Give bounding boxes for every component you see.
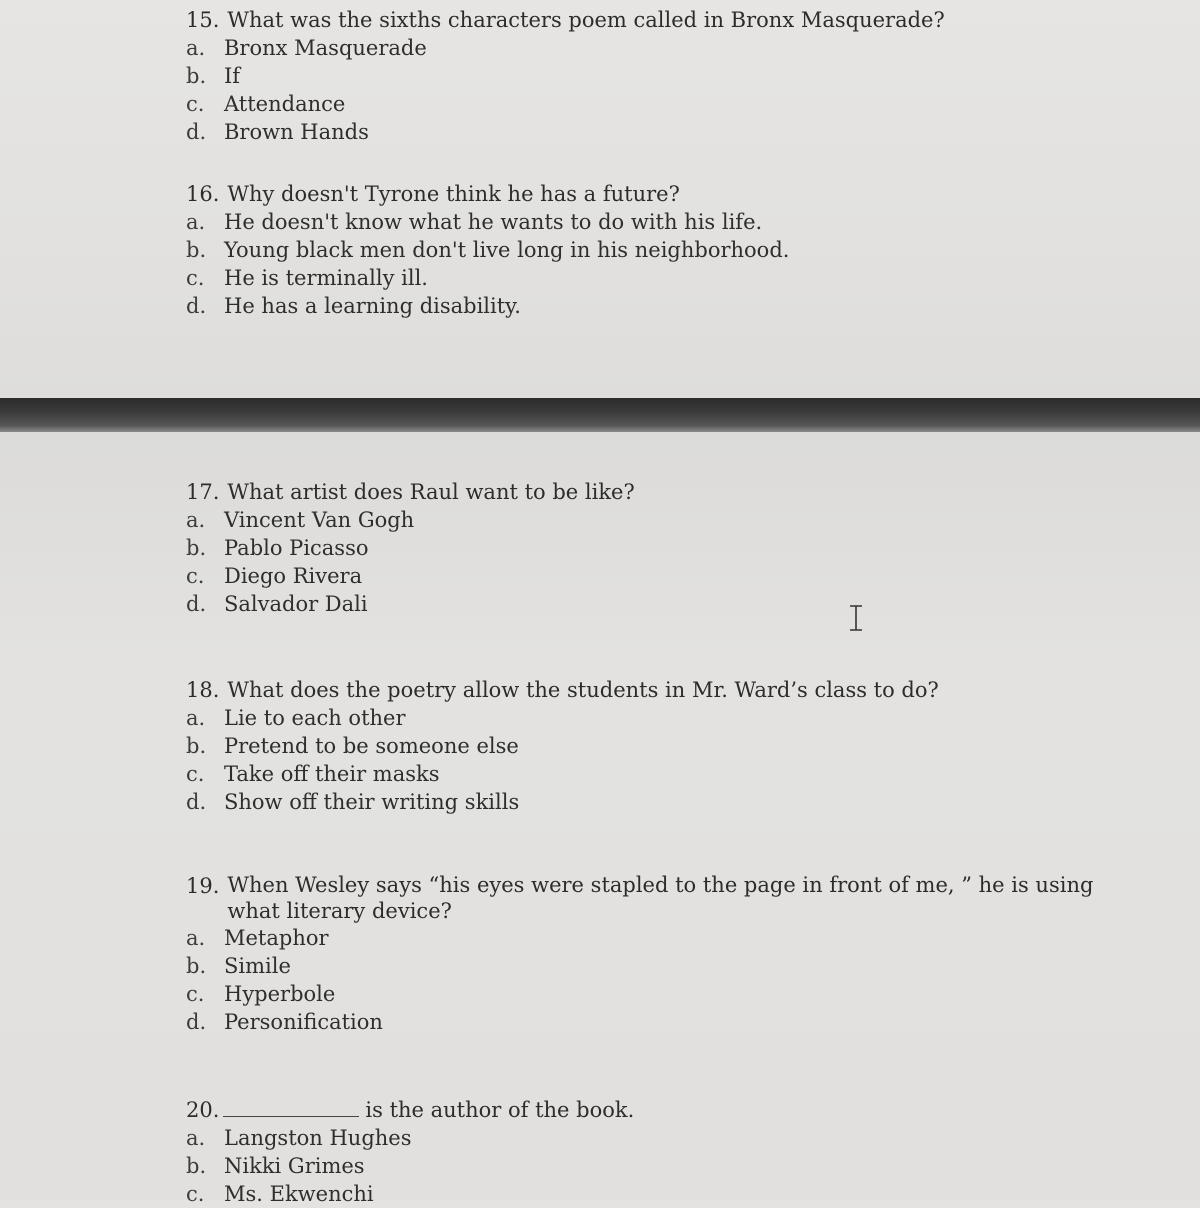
option-letter: b. — [186, 1154, 207, 1178]
option-letter: d. — [186, 592, 207, 616]
question-text: is the author of the book. — [365, 1098, 635, 1122]
question-20 — [186, 1096, 1176, 1208]
question-16-stem — [186, 180, 1176, 208]
option-text: Bronx Masquerade — [224, 36, 427, 60]
question-17-stem — [186, 478, 1176, 506]
option-d[interactable] — [186, 788, 1176, 816]
option-text: Ms. Ekwenchi — [224, 1182, 374, 1206]
question-number: 16. — [186, 182, 220, 206]
question-19-stem — [186, 872, 1176, 924]
option-text: Pablo Picasso — [224, 536, 369, 560]
option-c[interactable] — [186, 264, 1176, 292]
option-letter: b. — [186, 238, 207, 262]
option-letter: c. — [186, 762, 205, 786]
option-letter: a. — [186, 926, 206, 950]
question-20-stem — [186, 1096, 1176, 1124]
option-d[interactable] — [186, 590, 1176, 618]
option-text: Diego Rivera — [224, 564, 363, 588]
option-b[interactable] — [186, 534, 1176, 562]
option-letter: c. — [186, 92, 205, 116]
option-letter: b. — [186, 536, 207, 560]
option-a[interactable] — [186, 924, 1176, 952]
question-18 — [186, 676, 1176, 816]
option-text: Lie to each other — [224, 706, 406, 730]
option-text: Show off their writing skills — [224, 790, 520, 814]
option-a[interactable] — [186, 34, 1176, 62]
option-letter: a. — [186, 210, 206, 234]
option-b[interactable] — [186, 62, 1176, 90]
option-letter: a. — [186, 706, 206, 730]
option-letter: c. — [186, 564, 205, 588]
option-text: He is terminally ill. — [224, 266, 428, 290]
question-16 — [186, 180, 1176, 320]
question-15-stem — [186, 6, 1176, 34]
option-letter: d. — [186, 294, 207, 318]
question-18-stem — [186, 676, 1176, 704]
fill-in-blank[interactable] — [223, 1096, 359, 1117]
option-letter: a. — [186, 1126, 206, 1150]
option-text: He has a learning disability. — [224, 294, 521, 318]
option-text: Salvador Dali — [224, 592, 368, 616]
page-divider — [0, 398, 1200, 432]
option-d[interactable] — [186, 292, 1176, 320]
question-text: When Wesley says “his eyes were stapled to the page in front of me, ” he is using what literary device? — [227, 873, 1094, 923]
option-text: Metaphor — [224, 926, 329, 950]
option-c[interactable] — [186, 562, 1176, 590]
question-15 — [186, 6, 1176, 146]
option-c[interactable] — [186, 980, 1176, 1008]
question-text: Why doesn't Tyrone think he has a future? — [227, 182, 680, 206]
option-text: Vincent Van Gogh — [224, 508, 415, 532]
option-text: If — [224, 64, 241, 88]
option-text: Nikki Grimes — [224, 1154, 365, 1178]
question-number: 15. — [186, 8, 220, 32]
option-text: Personification — [224, 1010, 383, 1034]
option-letter: b. — [186, 64, 207, 88]
option-text: Langston Hughes — [224, 1126, 412, 1150]
option-letter: c. — [186, 1182, 205, 1206]
option-b[interactable] — [186, 952, 1176, 980]
option-letter: d. — [186, 120, 207, 144]
option-c[interactable] — [186, 90, 1176, 118]
option-text: Simile — [224, 954, 291, 978]
question-17 — [186, 478, 1176, 618]
option-letter: b. — [186, 734, 207, 758]
option-letter: c. — [186, 982, 205, 1006]
option-d[interactable] — [186, 118, 1176, 146]
option-text: Brown Hands — [224, 120, 369, 144]
option-text: Pretend to be someone else — [224, 734, 519, 758]
option-a[interactable] — [186, 506, 1176, 534]
question-number: 19. — [186, 874, 220, 898]
option-b[interactable] — [186, 236, 1176, 264]
option-text: Take off their masks — [224, 762, 440, 786]
question-number: 20. — [186, 1098, 220, 1122]
option-a[interactable] — [186, 704, 1176, 732]
option-letter: a. — [186, 508, 206, 532]
text-cursor-icon — [848, 604, 864, 632]
option-text: Hyperbole — [224, 982, 336, 1006]
option-text: Young black men don't live long in his neighborhood. — [224, 238, 790, 262]
option-b[interactable] — [186, 1152, 1176, 1180]
option-letter: c. — [186, 266, 205, 290]
option-c[interactable] — [186, 760, 1176, 788]
option-letter: a. — [186, 36, 206, 60]
option-c[interactable] — [186, 1180, 1176, 1208]
option-letter: d. — [186, 790, 207, 814]
option-a[interactable] — [186, 208, 1176, 236]
option-text: He doesn't know what he wants to do with his life. — [224, 210, 763, 234]
option-d[interactable] — [186, 1008, 1176, 1036]
option-text: Attendance — [224, 92, 346, 116]
question-19 — [186, 872, 1176, 1036]
option-letter: b. — [186, 954, 207, 978]
question-number: 17. — [186, 480, 220, 504]
option-letter: d. — [186, 1010, 207, 1034]
question-text: What artist does Raul want to be like? — [227, 480, 635, 504]
question-text: What does the poetry allow the students in Mr. Ward’s class to do? — [227, 678, 939, 702]
option-b[interactable] — [186, 732, 1176, 760]
option-a[interactable] — [186, 1124, 1176, 1152]
question-number: 18. — [186, 678, 220, 702]
question-text: What was the sixths characters poem called in Bronx Masquerade? — [227, 8, 945, 32]
